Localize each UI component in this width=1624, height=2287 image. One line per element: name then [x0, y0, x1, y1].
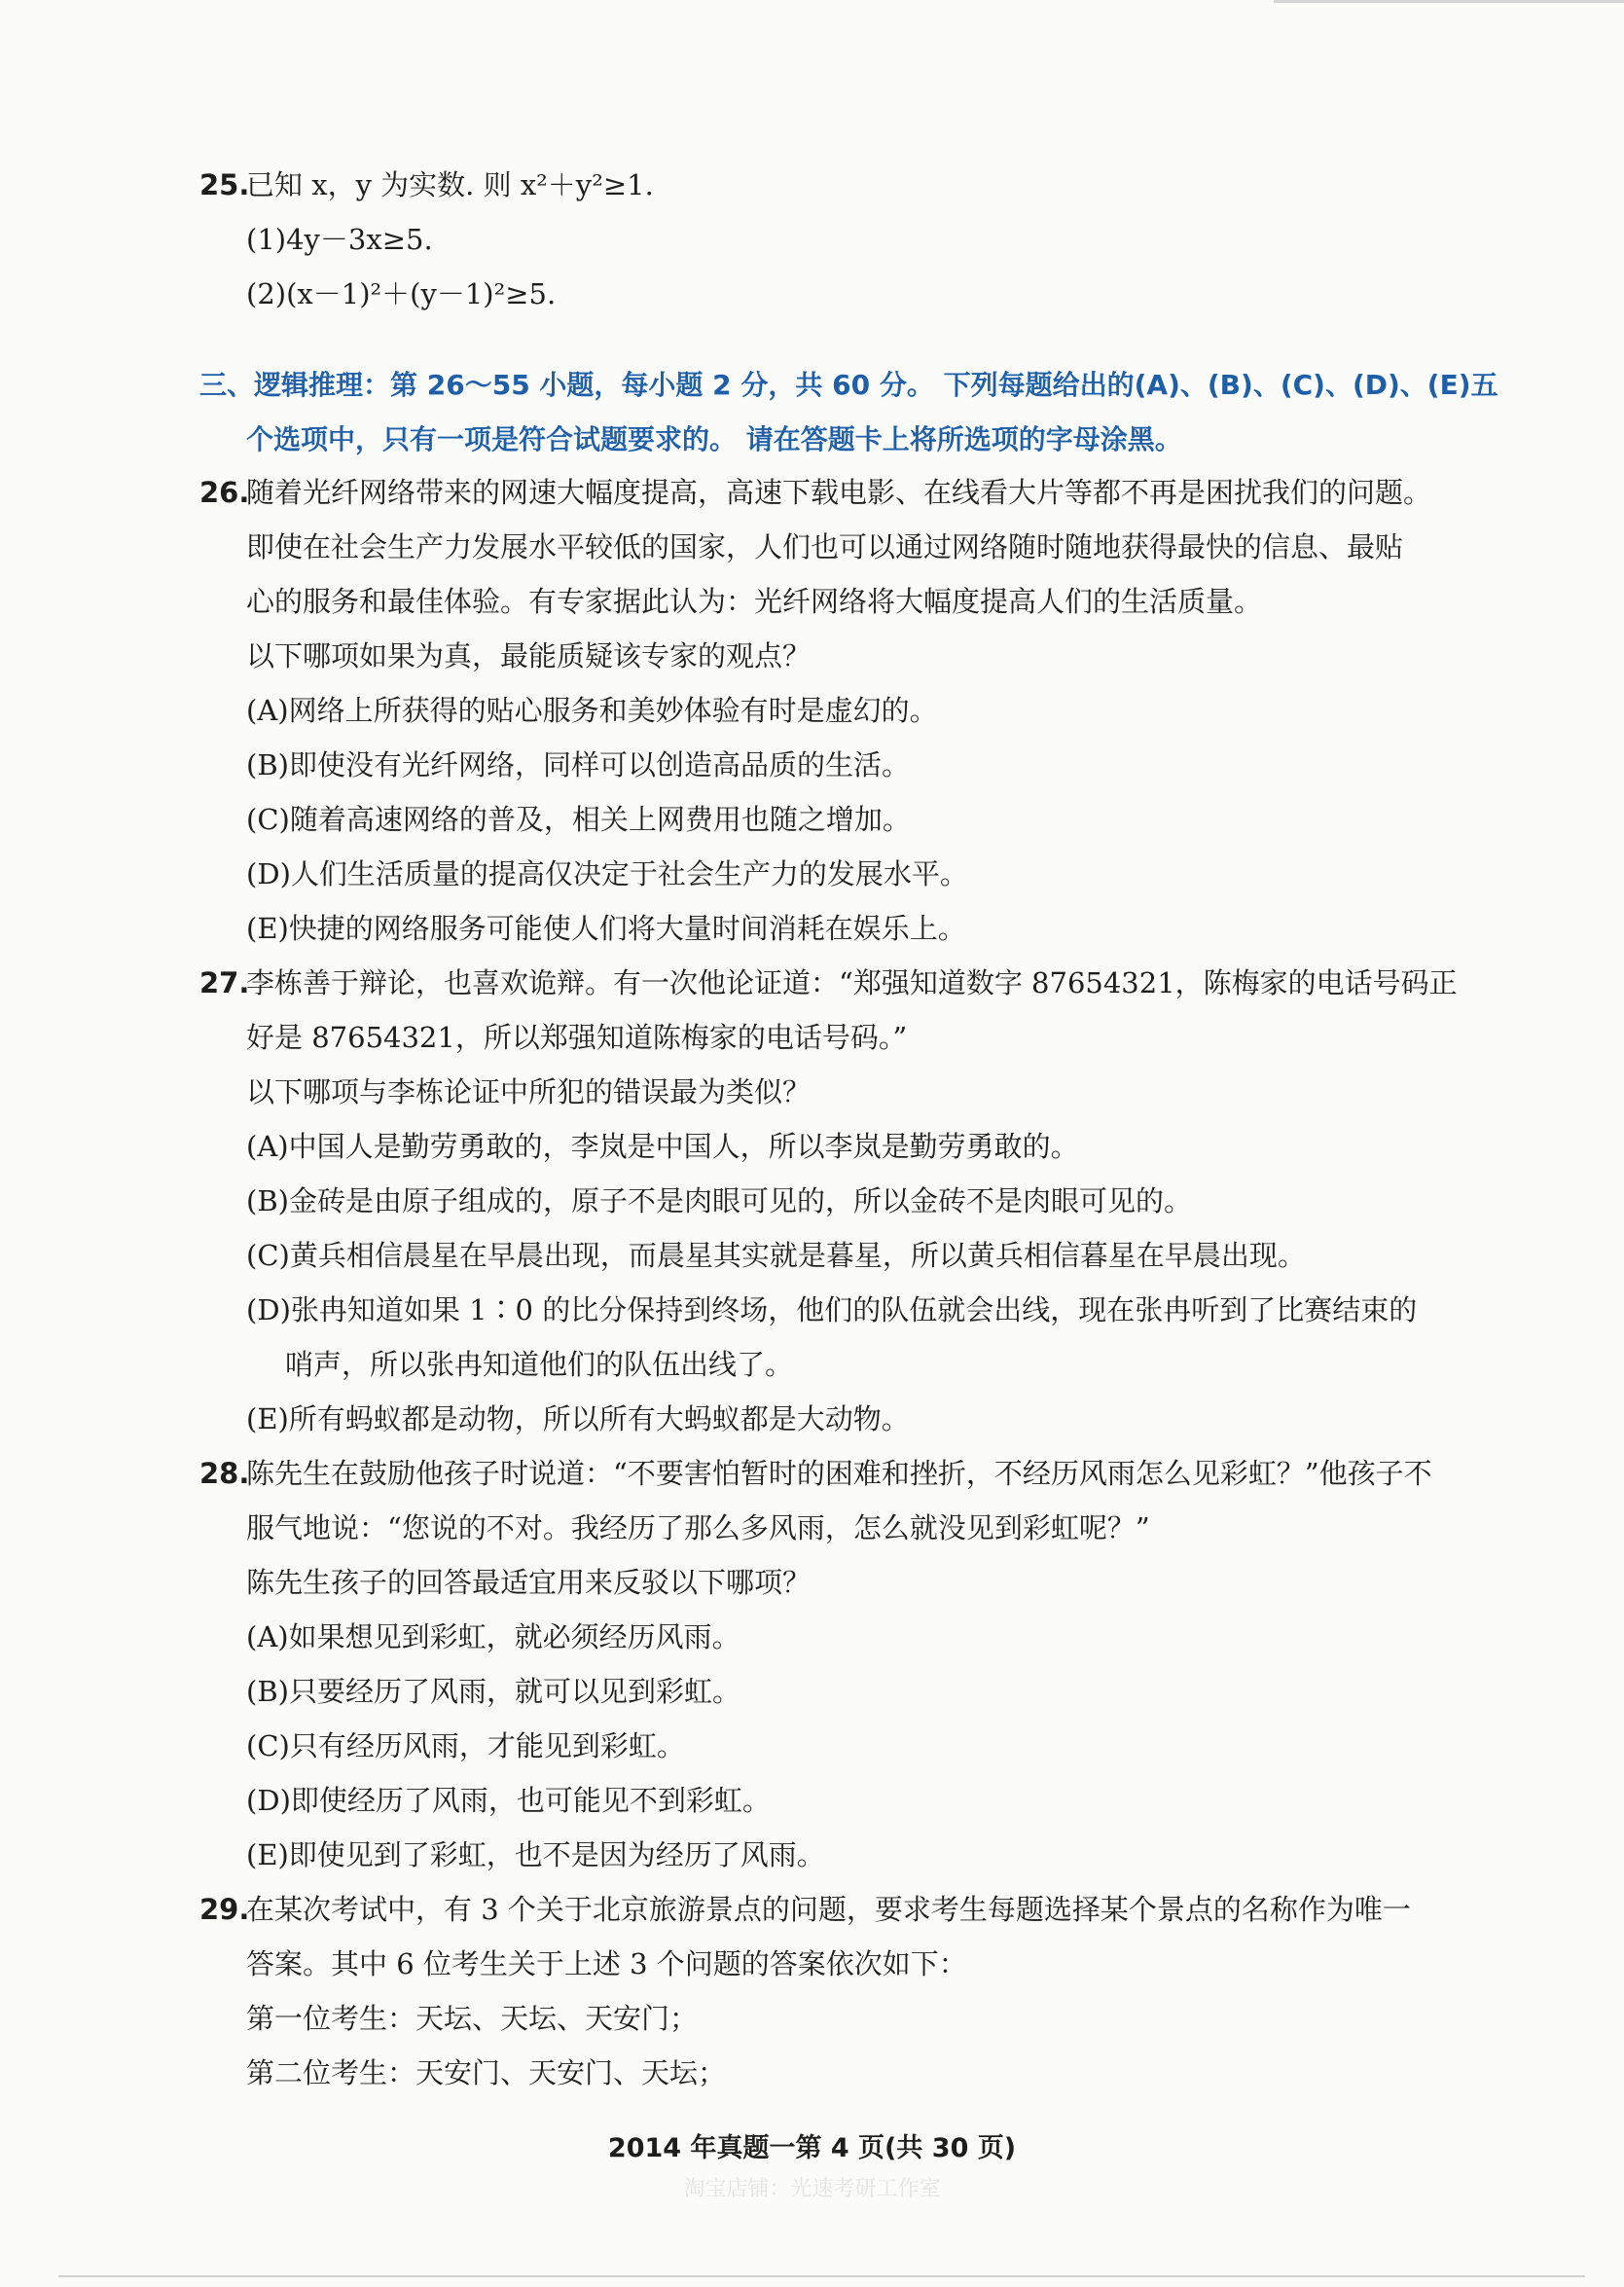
question-number: 27.	[199, 966, 250, 999]
question-number: 26.	[199, 476, 250, 509]
section-header-line-2: 个选项中，只有一项是符合试题要求的。 请在答题卡上将所选项的字母涂黑。	[246, 423, 1182, 455]
option-d: (D)张冉知道如果 1∶0 的比分保持到终场，他们的队伍就会出线，现在张冉听到了比赛结束的	[246, 1293, 1418, 1326]
question-number: 25.	[199, 168, 250, 201]
option-e: (E)即使见到了彩虹，也不是因为经历了风雨。	[246, 1838, 825, 1871]
bottom-scan-rule	[58, 2275, 1585, 2277]
student-answer-1: 第一位考生：天坛、天坛、天安门；	[246, 2002, 699, 2035]
question-stem-line: 答案。其中 6 位考生关于上述 3 个问题的答案依次如下：	[246, 1947, 967, 1980]
watermark-text: 淘宝店铺：光速考研工作室	[683, 2177, 941, 2201]
question-number: 28.	[199, 1457, 250, 1490]
question-prompt: 以下哪项如果为真，最能质疑该专家的观点？	[246, 639, 812, 672]
page-footer: 2014 年真题一第 4 页(共 30 页)	[607, 2133, 1017, 2163]
student-answer-2: 第二位考生：天安门、天安门、天坛；	[246, 2056, 727, 2089]
question-prompt: 以下哪项与李栋论证中所犯的错误最为类似？	[246, 1075, 812, 1108]
question-stem-line: 心的服务和最佳体验。有专家据此认为：光纤网络将大幅度提高人们的生活质量。	[246, 585, 1263, 618]
option-b: (B)只要经历了风雨，就可以见到彩虹。	[246, 1675, 740, 1708]
question-stem-line: 服气地说：“您说的不对。我经历了那么多风雨，怎么就没见到彩虹呢？”	[246, 1511, 1150, 1544]
question-stem-line: 好是 87654321，所以郑强知道陈梅家的电话号码。”	[246, 1021, 908, 1054]
option-c: (C)只有经历风雨，才能见到彩虹。	[246, 1729, 685, 1762]
question-stem-line: 即使在社会生产力发展水平较低的国家，人们也可以通过网络随时随地获得最快的信息、最贴	[246, 530, 1404, 563]
condition-2: (2)(x－1)²＋(y－1)²≥5.	[246, 277, 557, 310]
question-stem-line: 李栋善于辩论，也喜欢诡辩。有一次他论证道：“郑强知道数字 87654321，陈梅家的电话号码正	[246, 966, 1458, 999]
question-stem-line: 陈先生在鼓励他孩子时说道：“不要害怕暂时的困难和挫折，不经历风雨怎么见彩虹？”他孩子不	[246, 1457, 1432, 1490]
option-c: (C)黄兵相信晨星在早晨出现，而晨星其实就是暮星，所以黄兵相信暮星在早晨出现。	[246, 1239, 1306, 1272]
option-d: (D)人们生活质量的提高仅决定于社会生产力的发展水平。	[246, 857, 968, 890]
option-a: (A)如果想见到彩虹，就必须经历风雨。	[246, 1620, 740, 1653]
option-d-continued: 哨声，所以张冉知道他们的队伍出线了。	[285, 1348, 794, 1381]
option-c: (C)随着高速网络的普及，相关上网费用也随之增加。	[246, 803, 911, 836]
option-e: (E)快捷的网络服务可能使人们将大量时间消耗在娱乐上。	[246, 912, 966, 945]
question-stem: 已知 x，y 为实数. 则 x²＋y²≥1.	[246, 168, 654, 201]
option-a: (A)网络上所获得的贴心服务和美妙体验有时是虚幻的。	[246, 694, 938, 727]
question-stem-line: 在某次考试中，有 3 个关于北京旅游景点的问题，要求考生每题选择某个景点的名称作为唯一	[246, 1893, 1411, 1926]
section-header-line-1: 三、逻辑推理：第 26～55 小题，每小题 2 分，共 60 分。 下列每题给出的(A)、(B)、(C)、(D)、(E)五	[199, 369, 1498, 401]
option-e: (E)所有蚂蚁都是动物，所以所有大蚂蚁都是大动物。	[246, 1402, 910, 1435]
option-b: (B)即使没有光纤网络，同样可以创造高品质的生活。	[246, 748, 910, 781]
question-prompt: 陈先生孩子的回答最适宜用来反驳以下哪项？	[246, 1566, 812, 1599]
question-stem-line: 随着光纤网络带来的网速大幅度提高，高速下载电影、在线看大片等都不再是困扰我们的问题。	[246, 476, 1432, 509]
option-b: (B)金砖是由原子组成的，原子不是肉眼可见的，所以金砖不是肉眼可见的。	[246, 1184, 1192, 1217]
option-d: (D)即使经历了风雨，也可能见不到彩虹。	[246, 1784, 771, 1817]
option-a: (A)中国人是勤劳勇敢的，李岚是中国人，所以李岚是勤劳勇敢的。	[246, 1130, 1079, 1163]
condition-1: (1)4y－3x≥5.	[246, 223, 433, 256]
question-number: 29.	[199, 1893, 250, 1926]
